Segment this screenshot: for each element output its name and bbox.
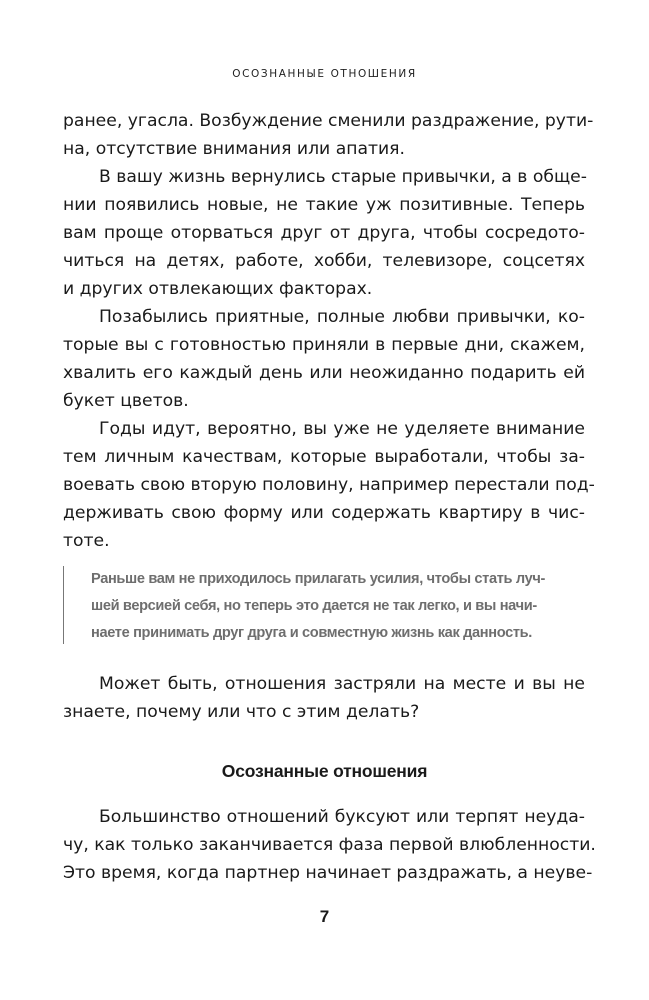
text-line: воевать свою вторую половину, например перестали под-: [63, 475, 595, 495]
text-line: и других отвлекающих факторах.: [63, 279, 373, 299]
quote-line: Раньше вам не приходилось прилагать усилия, чтобы стать луч-: [91, 571, 545, 587]
text-line: вам проще оторваться друг от друга, чтобы сосредото-: [63, 223, 585, 243]
text-line: Это время, когда партнер начинает раздражать, а неуве-: [63, 863, 593, 883]
page-number: 7: [319, 907, 330, 926]
text-line: тем личным качествам, которые выработали, чтобы за-: [63, 447, 585, 467]
running-head: ОСОЗНАННЫЕ ОТНОШЕНИЯ: [232, 68, 417, 80]
section-heading: Осознанные отношения: [221, 761, 428, 781]
text-line: знаете, почему или что с этим делать?: [63, 702, 420, 722]
text-line: читься на детях, работе, хобби, телевизоре, соцсетях: [63, 251, 585, 271]
body-text-top: [63, 107, 595, 555]
text-line: держивать свою форму или содержать квартиру в чис-: [63, 503, 585, 523]
pull-quote: [63, 566, 545, 644]
text-line: на, отсутствие внимания или апатия.: [63, 139, 405, 159]
text-line: букет цветов.: [63, 391, 189, 411]
quote-line: шей версией себя, но теперь это дается не так легко, и вы начи-: [91, 598, 537, 614]
text-line: В вашу жизнь вернулись старые привычки, а в обще-: [99, 167, 587, 187]
body-text-section: [63, 803, 596, 887]
text-line: ранее, угасла. Возбуждение сменили раздражение, рути-: [63, 111, 594, 131]
text-line: чу, как только заканчивается фаза первой влюбленности.: [63, 835, 596, 855]
text-line: Большинство отношений буксуют или терпят неуда-: [99, 807, 585, 827]
pull-quote-text: [91, 566, 545, 647]
text-line: Может быть, отношения застряли на месте и вы не: [99, 674, 585, 694]
quote-line: наете принимать друг друга и совместную жизнь как данность.: [91, 625, 532, 641]
text-line: торые вы с готовностью приняли в первые дни, скажем,: [63, 335, 585, 355]
body-text-after-quote: [63, 670, 585, 726]
text-line: хвалить его каждый день или неожиданно подарить ей: [63, 363, 585, 383]
text-line: нии появились новые, не такие уж позитивные. Теперь: [63, 195, 585, 215]
text-line: Годы идут, вероятно, вы уже не уделяете внимание: [99, 419, 585, 439]
text-line: тоте.: [63, 531, 110, 551]
text-line: Позабылись приятные, полные любви привычки, ко-: [99, 307, 585, 327]
